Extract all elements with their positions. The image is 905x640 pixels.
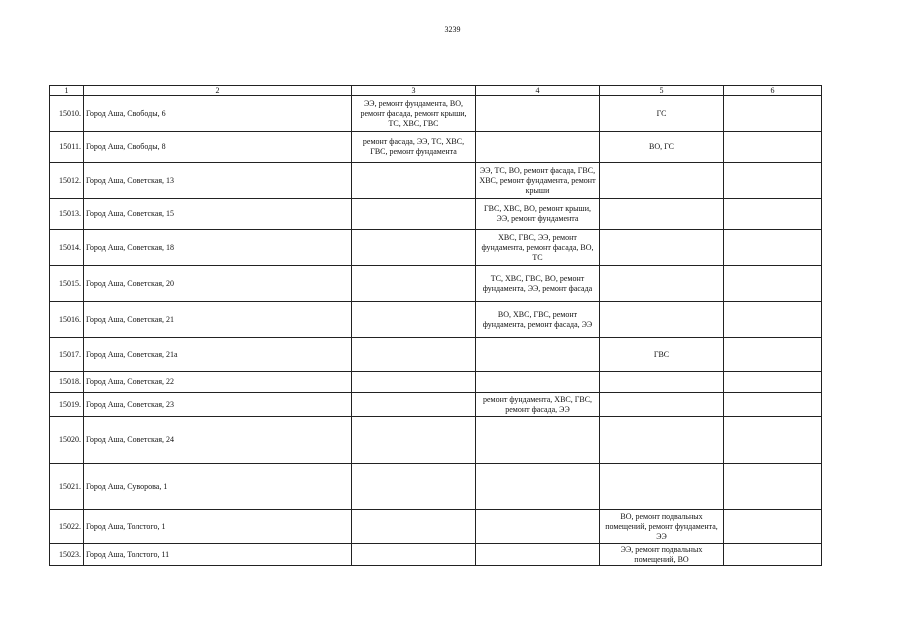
row-col3: [352, 417, 476, 464]
row-col3: [352, 393, 476, 417]
row-col3: ремонт фасада, ЭЭ, ТС, ХВС, ГВС, ремонт фундамента: [352, 132, 476, 163]
table-row: [50, 163, 822, 199]
row-number: 15022.: [50, 510, 84, 544]
row-col4: [476, 544, 600, 566]
row-col4: [476, 96, 600, 132]
row-col6: [724, 302, 822, 338]
row-col6: [724, 163, 822, 199]
row-col4: [476, 464, 600, 510]
row-address: Город Аша, Советская, 24: [84, 417, 352, 464]
table-row: [50, 302, 822, 338]
row-address: Город Аша, Толстого, 11: [84, 544, 352, 566]
row-number: 15014.: [50, 230, 84, 266]
row-number: 15012.: [50, 163, 84, 199]
column-header: 5: [600, 86, 724, 96]
row-address: Город Аша, Советская, 21а: [84, 338, 352, 372]
table-row: [50, 266, 822, 302]
row-col6: [724, 544, 822, 566]
row-address: Город Аша, Свободы, 6: [84, 96, 352, 132]
row-col5: [600, 302, 724, 338]
row-number: 15023.: [50, 544, 84, 566]
table-row: [50, 417, 822, 464]
row-col3: [352, 266, 476, 302]
table-row: [50, 199, 822, 230]
row-col3: [352, 163, 476, 199]
row-col4: ЭЭ, ТС, ВО, ремонт фасада, ГВС, ХВС, ремонт фундамента, ремонт крыши: [476, 163, 600, 199]
row-col6: [724, 266, 822, 302]
column-header: 1: [50, 86, 84, 96]
row-address: Город Аша, Советская, 23: [84, 393, 352, 417]
row-address: Город Аша, Советская, 22: [84, 372, 352, 393]
table-row: [50, 230, 822, 266]
row-col5: [600, 393, 724, 417]
row-col3: ЭЭ, ремонт фундамента, ВО, ремонт фасада, ремонт крыши, ТС, ХВС, ГВС: [352, 96, 476, 132]
row-col3: [352, 464, 476, 510]
row-col4: [476, 132, 600, 163]
row-col4: ремонт фундамента, ХВС, ГВС, ремонт фасада, ЭЭ: [476, 393, 600, 417]
row-col4: ТС, ХВС, ГВС, ВО, ремонт фундамента, ЭЭ, ремонт фасада: [476, 266, 600, 302]
row-col5: [600, 163, 724, 199]
row-col3: [352, 199, 476, 230]
row-number: 15018.: [50, 372, 84, 393]
row-col5: [600, 230, 724, 266]
table-row: [50, 132, 822, 163]
row-number: 15011.: [50, 132, 84, 163]
row-col5: ГС: [600, 96, 724, 132]
row-col6: [724, 96, 822, 132]
row-col6: [724, 393, 822, 417]
row-col6: [724, 417, 822, 464]
row-col6: [724, 132, 822, 163]
row-col3: [352, 338, 476, 372]
column-header: 3: [352, 86, 476, 96]
table-row: [50, 544, 822, 566]
row-col6: [724, 510, 822, 544]
row-number: 15021.: [50, 464, 84, 510]
row-col4: [476, 417, 600, 464]
row-col5: [600, 464, 724, 510]
row-number: 15017.: [50, 338, 84, 372]
row-col6: [724, 338, 822, 372]
row-address: Город Аша, Советская, 15: [84, 199, 352, 230]
column-header: 4: [476, 86, 600, 96]
row-address: Город Аша, Толстого, 1: [84, 510, 352, 544]
row-col5: [600, 372, 724, 393]
row-col3: [352, 230, 476, 266]
header-row: [50, 86, 822, 96]
row-col4: ХВС, ГВС, ЭЭ, ремонт фундамента, ремонт фасада, ВО, ТС: [476, 230, 600, 266]
row-col5: ВО, ГС: [600, 132, 724, 163]
row-address: Город Аша, Суворова, 1: [84, 464, 352, 510]
row-col3: [352, 510, 476, 544]
table-row: [50, 372, 822, 393]
column-header: 6: [724, 86, 822, 96]
row-col4: [476, 372, 600, 393]
row-col4: ГВС, ХВС, ВО, ремонт крыши, ЭЭ, ремонт фундамента: [476, 199, 600, 230]
row-col5: ЭЭ, ремонт подвальных помещений, ВО: [600, 544, 724, 566]
row-number: 15015.: [50, 266, 84, 302]
row-number: 15013.: [50, 199, 84, 230]
row-col3: [352, 372, 476, 393]
row-col5: [600, 417, 724, 464]
data-table: [49, 85, 822, 566]
row-col5: ГВС: [600, 338, 724, 372]
row-address: Город Аша, Свободы, 8: [84, 132, 352, 163]
table-row: [50, 393, 822, 417]
row-col5: [600, 266, 724, 302]
row-number: 15020.: [50, 417, 84, 464]
page-number: 3239: [444, 25, 461, 34]
row-col6: [724, 464, 822, 510]
column-header: 2: [84, 86, 352, 96]
table-row: [50, 338, 822, 372]
table-row: [50, 96, 822, 132]
row-col4: [476, 510, 600, 544]
row-col6: [724, 230, 822, 266]
row-col3: [352, 302, 476, 338]
row-address: Город Аша, Советская, 13: [84, 163, 352, 199]
row-address: Город Аша, Советская, 18: [84, 230, 352, 266]
row-col6: [724, 372, 822, 393]
row-address: Город Аша, Советская, 20: [84, 266, 352, 302]
table-row: [50, 510, 822, 544]
row-col5: ВО, ремонт подвальных помещений, ремонт фундамента, ЭЭ: [600, 510, 724, 544]
row-col5: [600, 199, 724, 230]
row-col4: ВО, ХВС, ГВС, ремонт фундамента, ремонт фасада, ЭЭ: [476, 302, 600, 338]
row-col6: [724, 199, 822, 230]
table-row: [50, 464, 822, 510]
row-number: 15010.: [50, 96, 84, 132]
row-number: 15016.: [50, 302, 84, 338]
row-col4: [476, 338, 600, 372]
row-col3: [352, 544, 476, 566]
row-address: Город Аша, Советская, 21: [84, 302, 352, 338]
row-number: 15019.: [50, 393, 84, 417]
